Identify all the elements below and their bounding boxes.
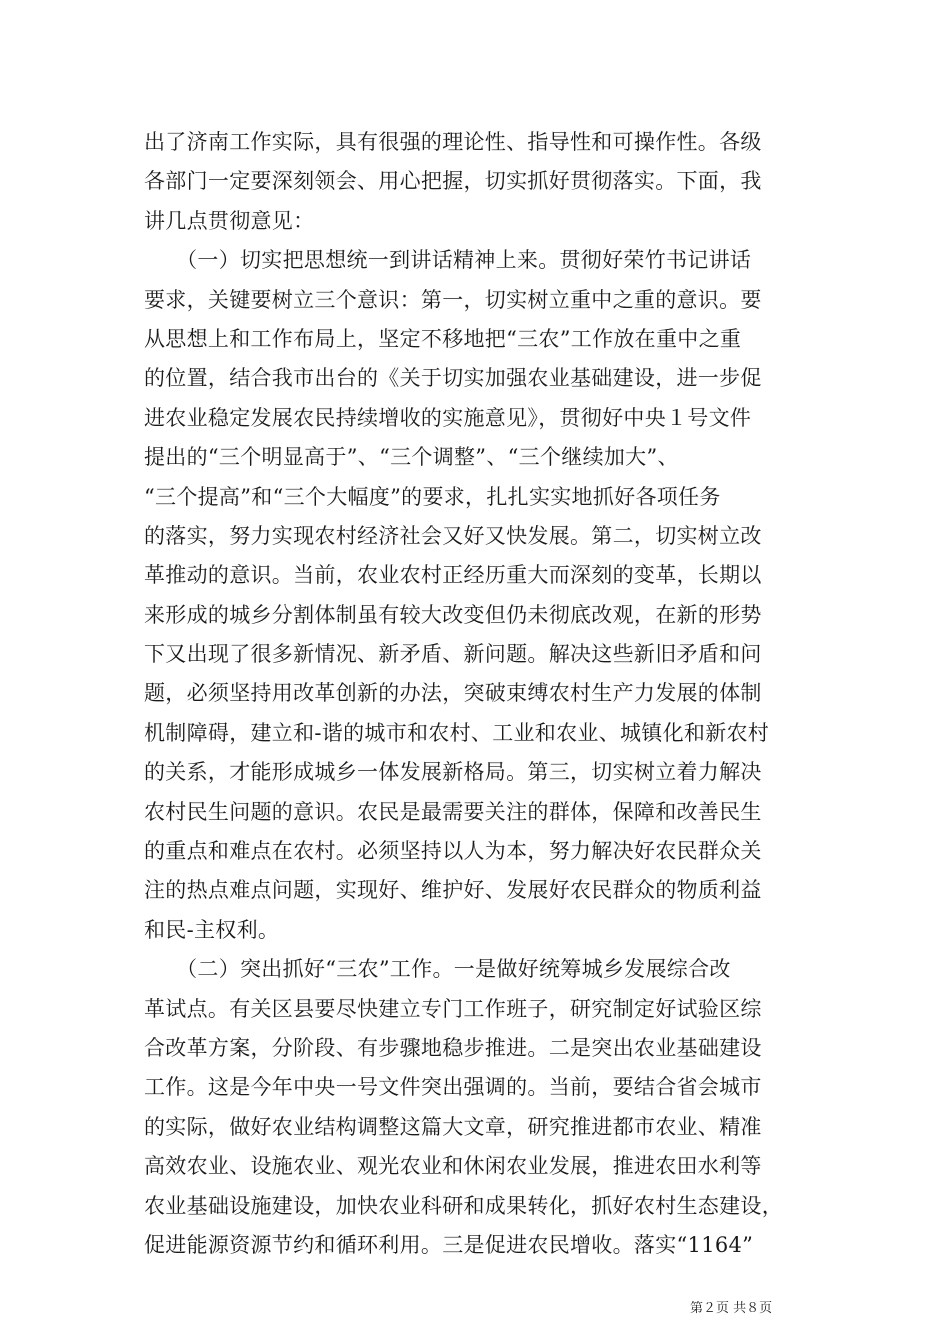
text-line: 进农业稳定发展农民持续增收的实施意见》，贯彻好中央１号文件 [144, 405, 752, 430]
text-line: 各部门一定要深刻领会、用心把握，切实抓好贯彻落实。下面，我 [144, 169, 762, 194]
text-line: 要求，关键要树立三个意识：第一，切实树立重中之重的意识。要 [144, 287, 762, 312]
text-line: 促进能源资源节约和循环利用。三是促进农民增收。落实“1164” [144, 1232, 754, 1257]
text-line: （二）突出抓好“三农”工作。一是做好统筹城乡发展综合改 [144, 957, 731, 982]
text-line: （一）切实把思想统一到讲话精神上来。贯彻好荣竹书记讲话 [144, 248, 752, 273]
page-number-footer: 第２页 共８页 [690, 1301, 773, 1316]
text-line: 革推动的意识。当前，农业农村正经历重大而深刻的变革，长期以 [144, 563, 762, 588]
body-text [144, 123, 808, 1265]
text-line: 机制障碍，建立和-谐的城市和农村、工业和农业、城镇化和新农村 [144, 720, 770, 745]
text-line: “三个提高”和“三个大幅度”的要求，扎扎实实地抓好各项任务 [144, 484, 721, 509]
text-line: 出了济南工作实际，具有很强的理论性、指导性和可操作性。各级 [144, 130, 762, 154]
text-line: 下又出现了很多新情况、新矛盾、新问题。解决这些新旧矛盾和问 [144, 642, 762, 667]
text-line: 的关系，才能形成城乡一体发展新格局。第三，切实树立着力解决 [144, 760, 762, 785]
text-line: 农村民生问题的意识。农民是最需要关注的群体，保障和改善民生 [144, 799, 762, 824]
text-line: 注的热点难点问题，实现好、维护好、发展好农民群众的物质利益 [144, 878, 762, 903]
text-line: 的重点和难点在农村。必须坚持以人为本，努力解决好农民群众关 [144, 839, 762, 864]
text-line: 高效农业、设施农业、观光农业和休闲农业发展，推进农田水利等 [144, 1154, 762, 1179]
text-line: 工作。这是今年中央一号文件突出强调的。当前，要结合省会城市 [144, 1075, 762, 1100]
text-line: 和民-主权利。 [144, 917, 280, 942]
text-line: 农业基础设施建设，加快农业科研和成果转化，抓好农村生态建设， [144, 1193, 783, 1218]
text-line: 合改革方案，分阶段、有步骤地稳步推进。二是突出农业基础建设 [144, 1035, 762, 1060]
text-line: 讲几点贯彻意见： [144, 208, 315, 233]
text-line: 来形成的城乡分割体制虽有较大改变但仍未彻底改观，在新的形势 [144, 602, 762, 627]
text-line: 的落实，努力实现农村经济社会又好又快发展。第二，切实树立改 [144, 523, 762, 548]
text-line: 的实际，做好农业结构调整这篇大文章，研究推进都市农业、精准 [144, 1114, 762, 1139]
text-line: 革试点。有关区县要尽快建立专门工作班子，研究制定好试验区综 [144, 996, 762, 1021]
text-line: 的位置，结合我市出台的《关于切实加强农业基础建设，进一步促 [144, 366, 762, 391]
text-line: 从思想上和工作布局上，坚定不移地把“三农”工作放在重中之重 [144, 326, 742, 351]
text-line: 题，必须坚持用改革创新的办法，突破束缚农村生产力发展的体制 [144, 681, 762, 706]
text-line: 提出的“三个明显高于”、“三个调整”、“三个继续加大”、 [144, 445, 679, 470]
